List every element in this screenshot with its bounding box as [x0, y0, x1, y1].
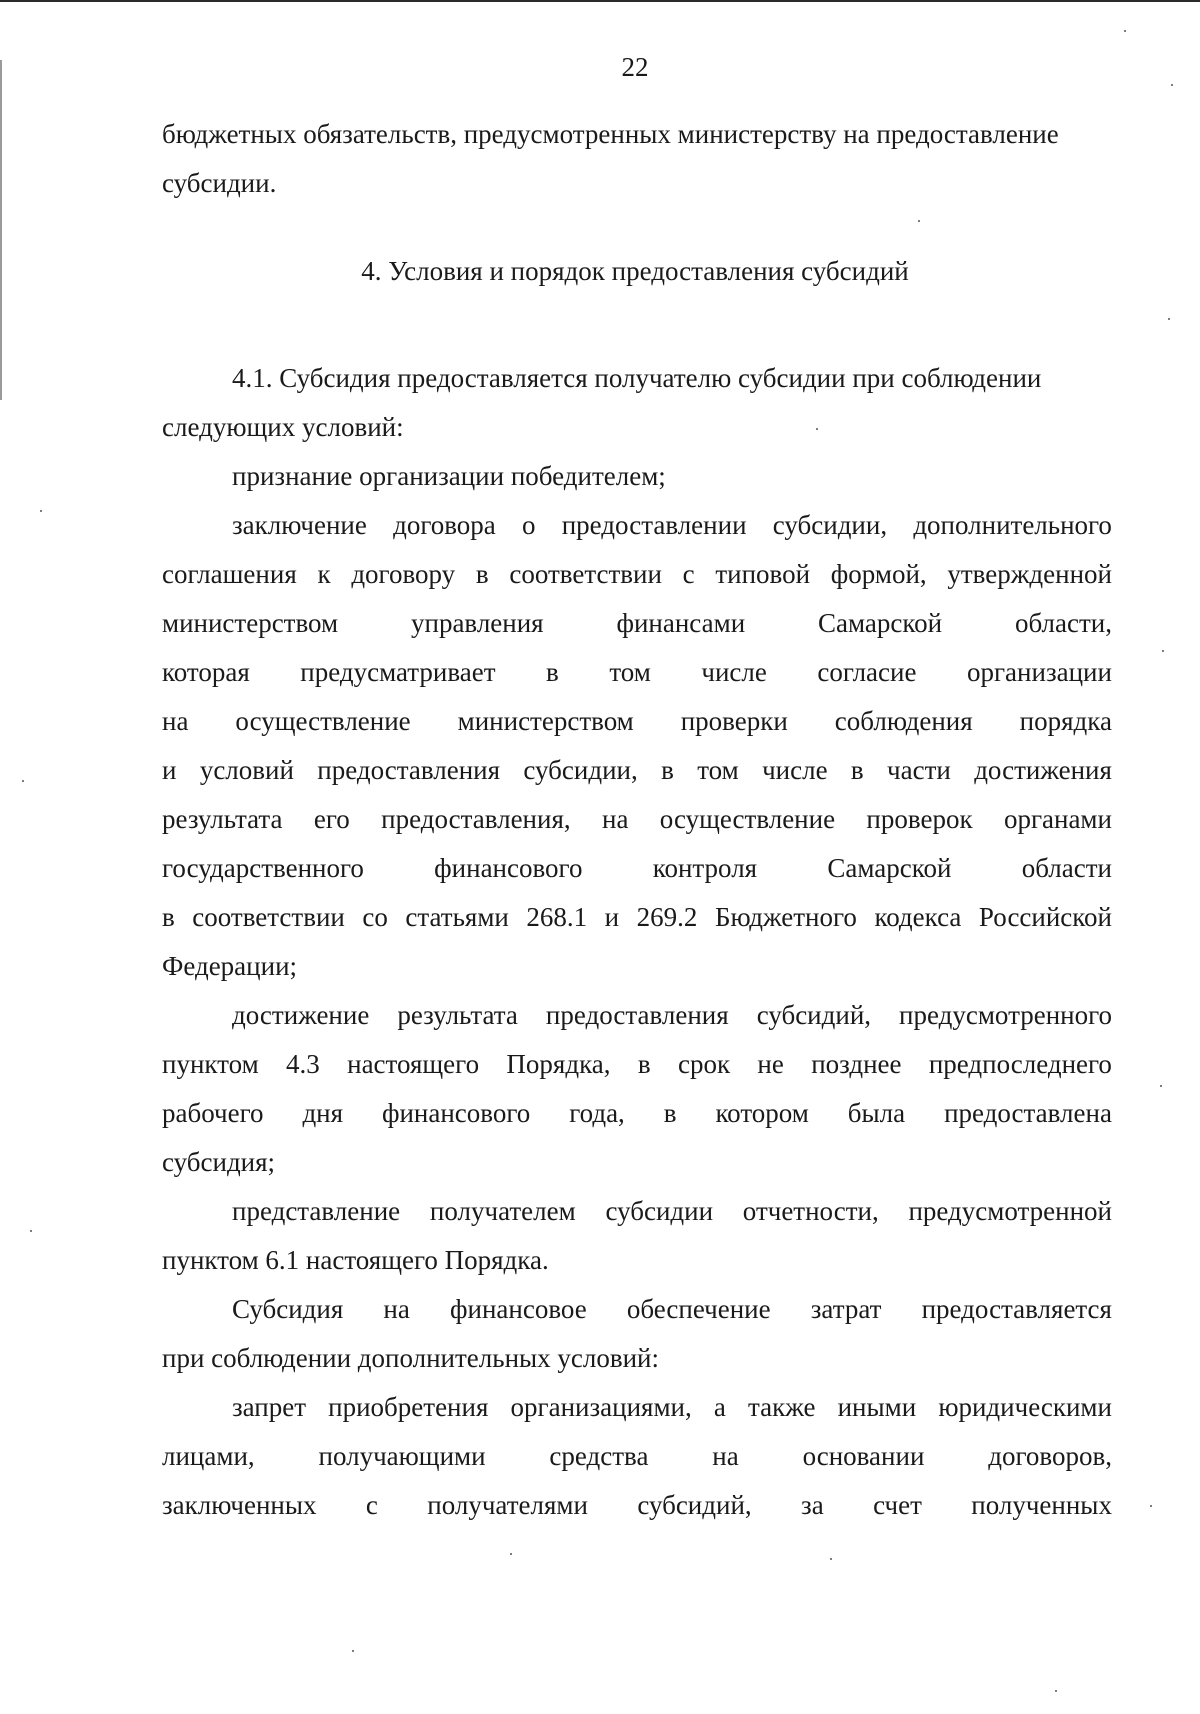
word: в — [661, 755, 674, 785]
scan-speck — [1055, 1690, 1057, 1692]
section-body — [162, 354, 1112, 1530]
word: к — [317, 559, 331, 589]
word: порядка — [1019, 706, 1112, 736]
word: предоставлении — [561, 510, 747, 540]
word: финансового — [434, 853, 583, 883]
text-line — [162, 1383, 1112, 1432]
word: Самарской — [827, 853, 952, 883]
word: соблюдения — [834, 706, 973, 736]
intro-line: субсидии. — [162, 168, 277, 198]
word: его — [313, 804, 350, 834]
scan-speck — [40, 510, 42, 512]
word: соответствии — [509, 559, 662, 589]
word: обеспечение — [626, 1294, 771, 1324]
text-line — [162, 1481, 1112, 1530]
word: рабочего — [162, 1098, 264, 1128]
word: органами — [1003, 804, 1112, 834]
word: государственного — [162, 853, 364, 883]
word: получателем — [429, 1196, 576, 1226]
word: получающими — [318, 1441, 486, 1471]
word: результата — [397, 1000, 518, 1030]
word: заключение — [232, 510, 367, 540]
text-line — [162, 1285, 1112, 1334]
word: договору — [351, 559, 456, 589]
scan-speck — [30, 1230, 32, 1232]
word: предусмотренной — [908, 1196, 1112, 1226]
word: предоставляется — [921, 1294, 1112, 1324]
word: полученных — [971, 1490, 1112, 1520]
page-number: 22 — [621, 52, 649, 82]
word: достижение — [232, 1000, 370, 1030]
text-line — [162, 844, 1112, 893]
word: кодекса — [874, 902, 962, 932]
word: основании — [802, 1441, 925, 1471]
scan-speck — [22, 780, 24, 782]
word: субсидии, — [523, 755, 638, 785]
word: в — [637, 1049, 651, 1079]
text-line — [162, 599, 1112, 648]
word: соответствии — [192, 902, 345, 932]
scan-speck — [510, 1553, 512, 1555]
word: том — [609, 657, 651, 687]
word: предоставлена — [944, 1098, 1112, 1128]
word: области, — [1014, 608, 1112, 638]
word: формой, — [830, 559, 927, 589]
word: организациями, — [510, 1392, 692, 1422]
word: финансового — [381, 1098, 531, 1128]
word: предусмотренного — [899, 1000, 1112, 1030]
scan-speck — [1168, 318, 1170, 320]
word: с — [365, 1490, 378, 1520]
word: контроля — [652, 853, 758, 883]
scan-speck — [918, 220, 920, 222]
word: за — [801, 1490, 824, 1520]
text-line — [162, 1089, 1112, 1138]
word: предоставления — [317, 755, 501, 785]
word: дополнительного — [913, 510, 1112, 540]
word: утвержденной — [947, 559, 1112, 589]
text-line: пунктом 6.1 настоящего Порядка. — [162, 1245, 549, 1275]
word: в — [850, 755, 864, 785]
word: 269.2 — [636, 902, 698, 932]
text-line — [162, 501, 1112, 550]
word: лицами, — [162, 1441, 255, 1471]
word: дня — [302, 1098, 344, 1128]
word: со — [362, 902, 388, 932]
word: и — [162, 755, 177, 785]
text-line: признание организации победителем; — [232, 461, 666, 491]
word: статьями — [405, 902, 509, 932]
word: субсидий, — [637, 1490, 752, 1520]
word: договора — [393, 510, 496, 540]
word: года, — [569, 1098, 625, 1128]
scan-speck — [1160, 1085, 1162, 1087]
word: пунктом — [162, 1049, 259, 1079]
word: на — [602, 804, 629, 834]
word: получателями — [427, 1490, 588, 1520]
word: том — [697, 755, 739, 785]
word: 4.3 — [286, 1049, 320, 1079]
word: числе — [762, 755, 828, 785]
word: условий — [199, 755, 294, 785]
word: управления — [411, 608, 544, 638]
text-line — [162, 1187, 1112, 1236]
word: министерством — [162, 608, 339, 638]
word: осуществление — [659, 804, 836, 834]
text-line — [162, 893, 1112, 942]
text-line — [162, 697, 1112, 746]
text-line — [162, 746, 1112, 795]
word: субсидии — [605, 1196, 714, 1226]
word: срок — [677, 1049, 731, 1079]
scan-top-edge — [0, 0, 1200, 2]
text-line — [162, 550, 1112, 599]
scan-speck — [816, 428, 818, 430]
word: Субсидия — [232, 1294, 344, 1324]
word: финансовое — [450, 1294, 587, 1324]
word: отчетности, — [742, 1196, 879, 1226]
word: достижения — [974, 755, 1112, 785]
word: предусматривает — [300, 657, 496, 687]
word: средства — [549, 1441, 649, 1471]
word: субсидий, — [756, 1000, 872, 1030]
word: организации — [966, 657, 1112, 687]
section-heading: 4. Условия и порядок предоставления субсидий — [361, 256, 909, 286]
word: была — [847, 1098, 906, 1128]
word: 268.1 — [526, 902, 588, 932]
text-line: субсидия; — [162, 1147, 276, 1177]
word: не — [757, 1049, 784, 1079]
text-line: Федерации; — [162, 951, 298, 981]
word: предоставления, — [381, 804, 571, 834]
word: затрат — [810, 1294, 882, 1324]
word: позднее — [811, 1049, 902, 1079]
word: предоставления — [545, 1000, 729, 1030]
word: в — [546, 657, 559, 687]
word: настоящего — [347, 1049, 480, 1079]
word: о — [522, 510, 536, 540]
word: соглашения — [162, 559, 297, 589]
word: Самарской — [818, 608, 943, 638]
word: области — [1021, 853, 1112, 883]
word: осуществление — [235, 706, 411, 736]
word: проверки — [680, 706, 788, 736]
word: финансами — [616, 608, 746, 638]
word: на — [712, 1441, 739, 1471]
word: а — [713, 1392, 726, 1422]
word: котором — [715, 1098, 809, 1128]
intro-line: бюджетных обязательств, предусмотренных министерству на предоставление — [162, 119, 1059, 149]
word: в — [663, 1098, 677, 1128]
intro-paragraph — [162, 110, 1112, 208]
word: представление — [232, 1196, 401, 1226]
word: юридическими — [938, 1392, 1112, 1422]
word: результата — [162, 804, 283, 834]
text-line — [162, 795, 1112, 844]
text-line — [162, 991, 1112, 1040]
word: в — [475, 559, 489, 589]
text-line: при соблюдении дополнительных условий: — [162, 1343, 660, 1373]
word: типовой — [715, 559, 811, 589]
word: заключенных — [162, 1490, 317, 1520]
word: согласие — [817, 657, 917, 687]
word: Порядка, — [506, 1049, 611, 1079]
scan-left-edge — [0, 60, 2, 400]
word: запрет — [232, 1392, 307, 1422]
word: проверок — [866, 804, 973, 834]
word: договоров, — [988, 1441, 1112, 1471]
scan-speck — [352, 1650, 354, 1652]
word: Бюджетного — [714, 902, 857, 932]
word: и — [604, 902, 620, 932]
scan-speck — [1162, 650, 1164, 652]
word: также — [747, 1392, 816, 1422]
text-line — [162, 1040, 1112, 1089]
word: приобретения — [328, 1392, 489, 1422]
word: с — [682, 559, 695, 589]
word: иными — [837, 1392, 917, 1422]
word: предпоследнего — [928, 1049, 1112, 1079]
word: части — [887, 755, 951, 785]
word: в — [162, 902, 175, 932]
word: которая — [162, 657, 250, 687]
word: на — [383, 1294, 410, 1324]
word: министерством — [457, 706, 634, 736]
word: Российской — [978, 902, 1112, 932]
text-line: 4.1. Субсидия предоставляется получателю субсидии при соблюдении — [232, 363, 1042, 393]
scan-speck — [1171, 84, 1173, 86]
text-line — [162, 1432, 1112, 1481]
word: на — [162, 706, 189, 736]
word: числе — [701, 657, 767, 687]
scan-speck — [830, 1558, 832, 1560]
scan-speck — [1124, 30, 1126, 32]
word: счет — [873, 1490, 922, 1520]
text-line: следующих условий: — [162, 412, 404, 442]
text-line — [162, 648, 1112, 697]
word: субсидии, — [772, 510, 888, 540]
scan-speck — [1150, 1505, 1152, 1507]
